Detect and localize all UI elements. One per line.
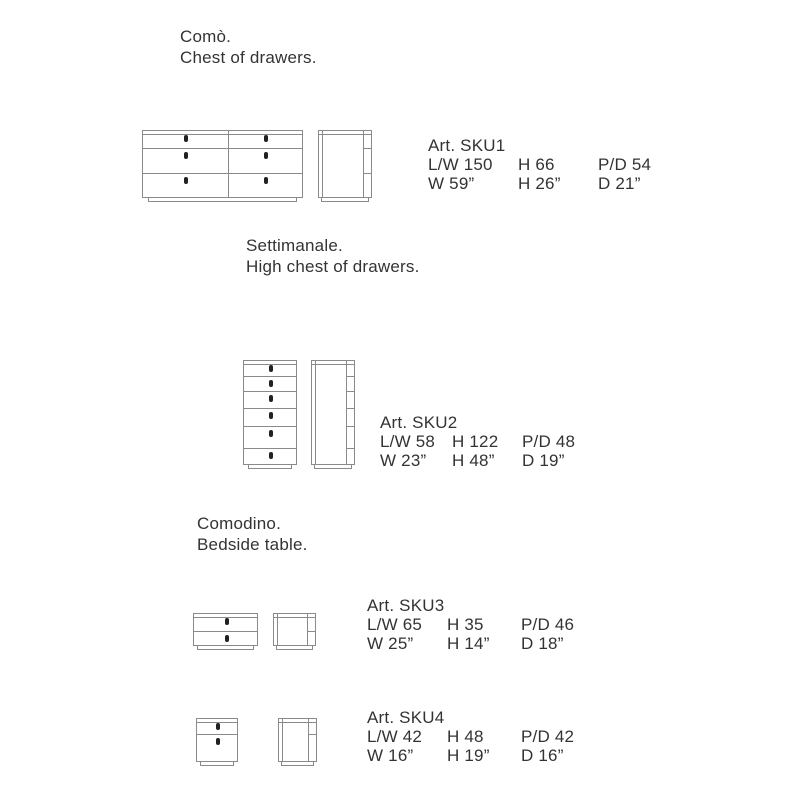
sku4-side-view-drawing [278,718,317,762]
drawer-handle [184,152,188,159]
sku2-front-view-drawing [243,360,297,465]
drawer-edge-tick [347,448,354,449]
drawer-divider-line [197,734,237,735]
drawer-front-edge-line [363,131,364,197]
drawer-handle [269,365,273,372]
metric-length-width: L/W 150 [428,155,493,174]
drawer-handle [264,135,268,142]
imperial-height: H 48” [452,451,495,470]
sku4-front-view-drawing [196,718,238,762]
drawer-divider-line [244,426,296,427]
drawer-handle [269,412,273,419]
section-title-settimanale [246,235,420,277]
section-title-comodino [197,513,308,555]
drawer-handle [269,380,273,387]
drawer-divider-line [244,391,296,392]
metric-length-width: L/W 58 [380,432,436,451]
metric-height: H 48 [447,727,484,746]
metric-height: H 35 [447,615,484,634]
side-panel-line [322,131,323,197]
sku2-side-plinth [314,464,352,469]
product-name-english: Bedside table. [197,535,308,554]
drawer-handle [184,135,188,142]
sku1-front-view-drawing [142,130,303,198]
metric-length-width: L/W 42 [367,727,423,746]
imperial-depth: D 19” [522,451,565,470]
sku1-side-view-drawing [318,130,372,198]
imperial-width: W 23” [380,451,427,470]
imperial-depth: D 18” [521,634,564,653]
sku2-side-view-drawing [311,360,355,465]
spec-block-sku1 [428,136,652,193]
imperial-width: W 16” [367,746,414,765]
sku3-side-plinth [276,645,313,650]
metric-depth: P/D 48 [522,432,576,451]
article-code: Art. SKU2 [380,413,458,432]
sku3-side-view-drawing [273,613,316,646]
metric-height: H 66 [518,155,555,174]
drawer-divider-line [244,408,296,409]
drawer-edge-tick [308,631,315,632]
drawer-handle [269,395,273,402]
drawer-front-edge-line [307,614,308,645]
top-panel-line [312,364,354,365]
metric-depth: P/D 42 [521,727,575,746]
imperial-width: W 59” [428,174,475,193]
drawer-edge-tick [309,734,316,735]
top-panel-line [143,134,302,135]
product-name-italian: Settimanale. [246,236,343,255]
drawer-divider-line [194,631,257,632]
drawer-handle [225,635,229,642]
drawer-handle [264,177,268,184]
side-panel-line [282,719,283,761]
drawer-edge-tick [347,391,354,392]
product-name-english: Chest of drawers. [180,48,317,67]
drawer-handle [269,430,273,437]
imperial-depth: D 21” [598,174,641,193]
imperial-height: H 19” [447,746,490,765]
top-panel-line [274,617,315,618]
imperial-height: H 14” [447,634,490,653]
metric-length-width: L/W 65 [367,615,423,634]
imperial-height: H 26” [518,174,561,193]
metric-height: H 122 [452,432,499,451]
side-panel-line [315,361,316,464]
article-code: Art. SKU4 [367,708,445,727]
drawer-handle [225,618,229,625]
sku3-front-plinth [197,645,254,650]
spec-block-sku2 [380,413,576,470]
sku4-side-plinth [281,761,314,766]
metric-depth: P/D 54 [598,155,652,174]
drawer-front-edge-line [308,719,309,761]
section-title-como [180,26,317,68]
product-name-italian: Comò. [180,27,232,46]
metric-depth: P/D 46 [521,615,575,634]
drawer-edge-tick [347,376,354,377]
drawer-divider-line [143,173,302,174]
sku1-front-plinth [148,197,297,202]
imperial-depth: D 16” [521,746,564,765]
drawer-edge-tick [347,408,354,409]
article-code: Art. SKU3 [367,596,445,615]
sku4-front-plinth [200,761,234,766]
drawer-handle [184,177,188,184]
spec-block-sku3 [367,596,575,653]
drawer-handle [269,452,273,459]
article-code: Art. SKU1 [428,136,506,155]
drawer-edge-tick [364,148,371,149]
drawer-edge-tick [347,426,354,427]
sku1-side-plinth [321,197,369,202]
product-name-english: High chest of drawers. [246,257,420,276]
drawer-handle [264,152,268,159]
side-panel-line [277,614,278,645]
drawer-divider-line [143,148,302,149]
sku2-front-plinth [248,464,292,469]
drawer-divider-line [244,376,296,377]
imperial-width: W 25” [367,634,414,653]
top-panel-line [279,722,316,723]
drawer-divider-line [244,448,296,449]
drawer-edge-tick [364,173,371,174]
drawer-handle [216,738,220,745]
drawer-handle [216,723,220,730]
drawer-column-divider [228,131,229,197]
product-name-italian: Comodino. [197,514,282,533]
spec-block-sku4 [367,708,575,765]
sku3-front-view-drawing [193,613,258,646]
